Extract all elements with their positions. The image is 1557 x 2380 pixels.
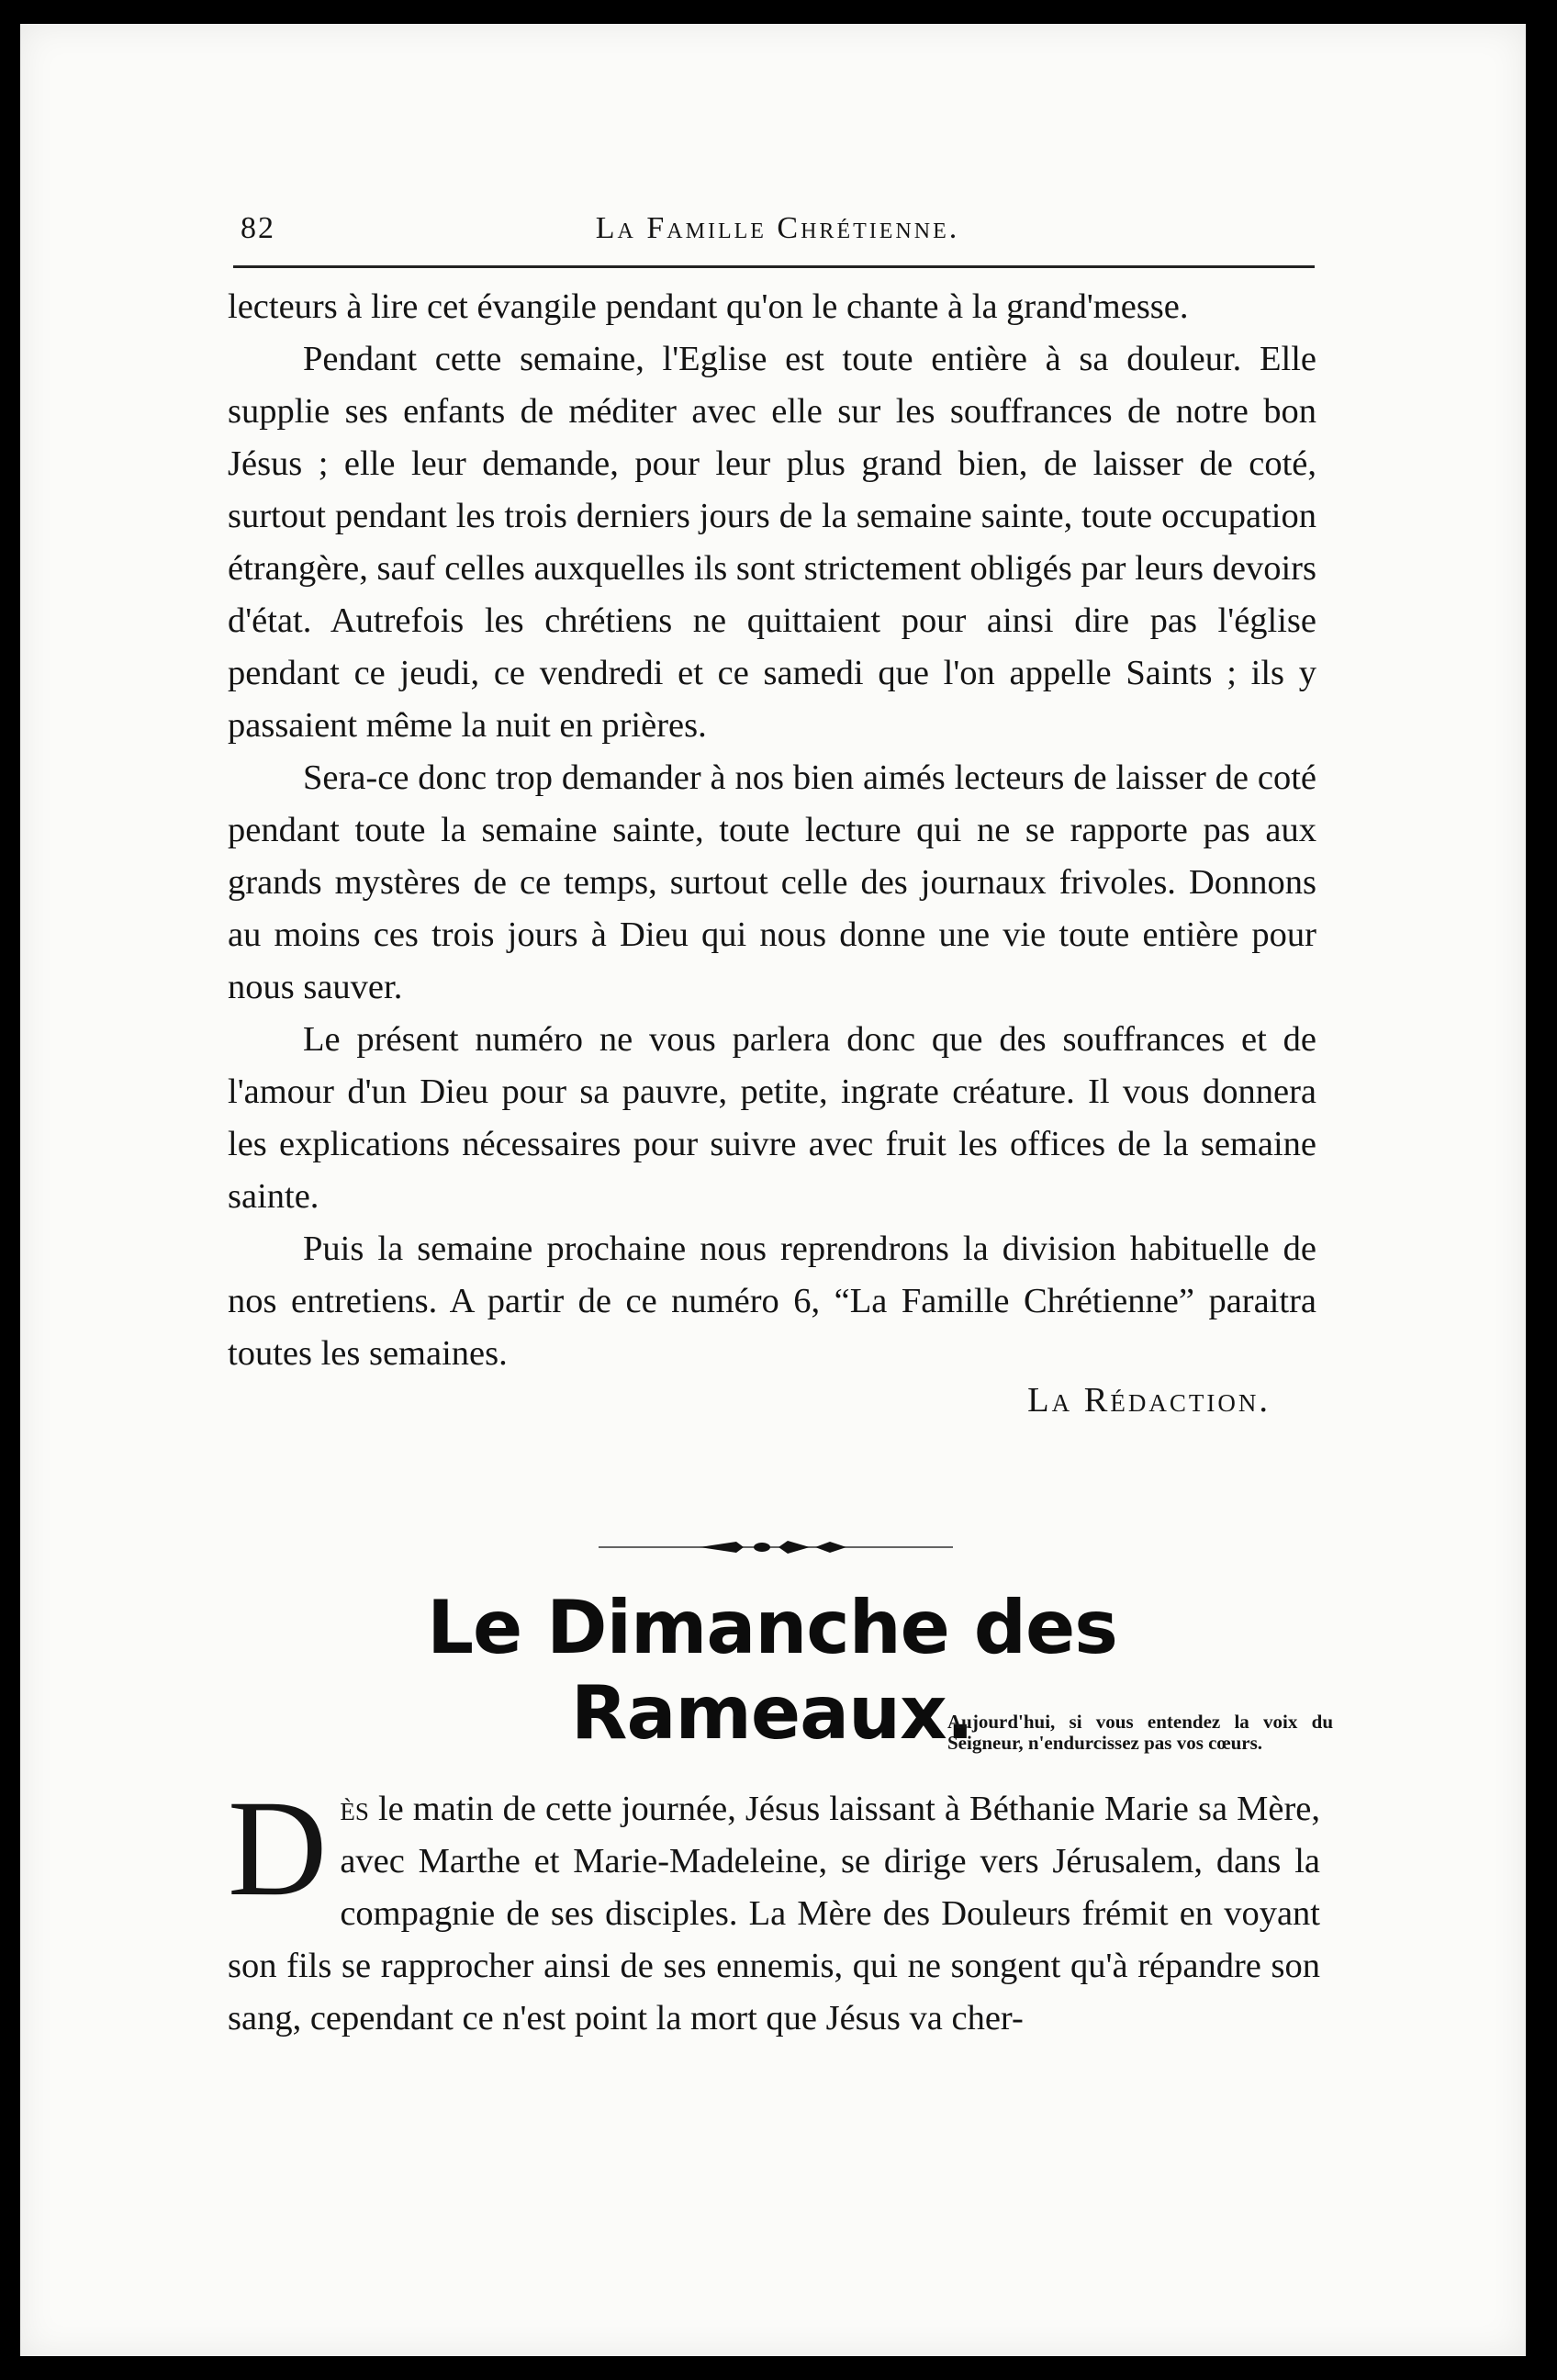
page [20,24,1526,2356]
drop-cap: D [228,1772,328,1925]
body-text [228,281,1316,1427]
drop-cap-tail: ès [340,1790,369,1828]
header-rule [233,265,1315,268]
section-title: Le Dimanche des Rameaux. [427,1585,1117,1756]
journal-title: La Famille Chrétienne. [595,211,960,245]
page-number: 82 [241,211,275,245]
signature: La Rédaction. [1027,1381,1271,1420]
paragraph: lecteurs à lire cet évangile pendant qu'on le chante à la grand'messe. [228,287,1189,326]
ornament-divider [599,1537,953,1557]
chapter-text [228,1772,1320,2045]
chapter-paragraph: le matin de cette journée, Jésus laissant à Béthanie Marie sa Mère, avec Marthe et Marie-Madeleine, se dirige vers Jérusalem, dans la compagnie de ses disciples. La Mère des Douleurs frémit en voyant son fils se rapprocher ainsi de ses ennemis, qui ne songent qu'à répandre son sang, cependant ce n'est point la mort que Jésus va cher- [228,1790,1320,2038]
paragraph: Puis la semaine prochaine nous reprendrons la division habituelle de nos entretiens. A partir de ce numéro 6, “La Famille Chrétienne” paraitra toutes les semaines. [228,1229,1316,1373]
running-head [241,211,1315,257]
epigraph: Aujourd'hui, si vous entendez la voix du Seigneur, n'endurcissez pas vos cœurs. [947,1711,1333,1754]
paragraph: Sera-ce donc trop demander à nos bien aimés lecteurs de laisser de coté pendant toute la semaine sainte, toute lecture qui ne se rapporte pas aux grands mystères de ce temps, surtout celle des journaux frivoles. Donnons au moins ces trois jours à Dieu qui nous donne une vie toute entière pour nous sauver. [228,758,1316,1006]
paragraph: Pendant cette semaine, l'Eglise est toute entière à sa douleur. Elle supplie ses enfants de méditer avec elle sur les souffrances de notre bon Jésus ; elle leur demande, pour leur plus grand bien, de laisser de coté, surtout pendant les trois derniers jours de la semaine sainte, toute occupation étrangère, sauf celles auxquelles ils sont strictement obligés par leurs devoirs d'état. Autrefois les chrétiens ne quittaient pour ainsi dire pas l'église pendant ce jeudi, ce vendredi et ce samedi que l'on appelle Saints ; ils y passaient même la nuit en prières. [228,340,1316,745]
paragraph: Le présent numéro ne vous parlera donc que des souffrances et de l'amour d'un Dieu pour sa pauvre, petite, ingrate créature. Il vous donnera les explications nécessaires pour suivre avec fruit les offices de la semaine sainte. [228,1020,1316,1216]
